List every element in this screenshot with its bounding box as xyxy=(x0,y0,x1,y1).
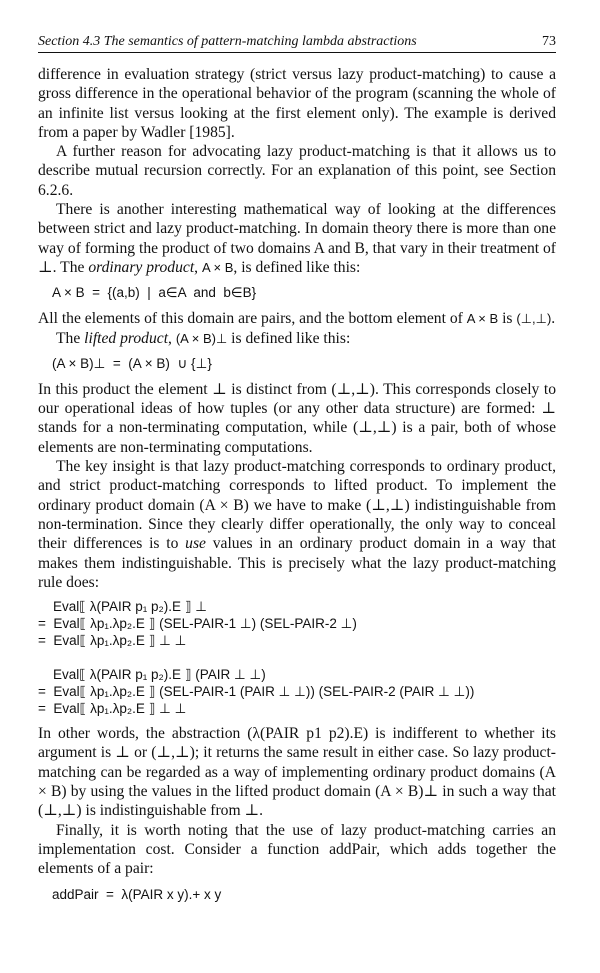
code-block-eval-pair xyxy=(38,666,556,717)
paragraph-9: Finally, it is worth noting that the use of lazy product-matching carries an implementation cost. Consider a function addPair, which adds together the elements of a pair: xyxy=(38,821,556,878)
code-line: = Eval⟦ λp₁.λp₂.E ⟧ ⊥ ⊥ xyxy=(38,633,187,649)
code-block-eval-bottom xyxy=(38,598,556,649)
code-line: = Eval⟦ λp₁.λp₂.E ⟧ (SEL-PAIR-1 ⊥) (SEL-PAIR-2 ⊥) xyxy=(38,616,357,632)
code-line: Eval⟦ λ(PAIR p₁ p₂).E ⟧ (PAIR ⊥ ⊥) xyxy=(38,667,266,683)
paragraph-1: difference in evaluation strategy (strict versus lazy product-matching) to cause a gross difference in the operational behavior of the program (scanning the whole of an infinite list versus looking at the first element only). The example is derived from a paper by Wadler [1985]. xyxy=(38,66,556,141)
paragraph-5: The lifted product, (A × B)⊥ is defined like this: xyxy=(56,329,351,347)
paragraph-6: In this product the element ⊥ is distinct from (⊥,⊥). This corresponds closely to our operational ideas of how tuples (or any other data structure) are formed: ⊥ stands for a non-terminating computation, while (⊥,⊥) is a pair, both of whose elements are non-terminating computations. xyxy=(38,380,556,456)
code-line: = Eval⟦ λp₁.λp₂.E ⟧ (SEL-PAIR-1 (PAIR ⊥ ⊥)) (SEL-PAIR-2 (PAIR ⊥ ⊥)) xyxy=(38,684,475,700)
code-line: Eval⟦ λ(PAIR p₁ p₂).E ⟧ ⊥ xyxy=(38,599,207,615)
code-line: = Eval⟦ λp₁.λp₂.E ⟧ ⊥ ⊥ xyxy=(38,701,187,717)
book-page xyxy=(38,30,556,911)
paragraph-3: There is another interesting mathematical way of looking at the differences between strict and lazy product-matching. In domain theory there is more than one way of forming the product of two domains A and B, that vary in their treatment of ⊥. The ordinary product, A × B, is defined like this: xyxy=(38,201,556,276)
equation-ordinary-product: A × B = {(a,b) | a∈A and b∈B} xyxy=(52,285,257,301)
paragraph-7: The key insight is that lazy product-matching corresponds to ordinary product, and strict product-matching corresponds to lifted product. To implement the ordinary product domain (A × B) we have to make (⊥,⊥) indistinguishable from non-termination. Since they clearly differ operationally, the only way to conceal their differences is to use values in an ordinary product domain in a way that makes them indistinguishable. This is precisely what the lazy product-matching rule does: xyxy=(38,458,556,591)
header-rule xyxy=(38,52,556,53)
paragraph-8: In other words, the abstraction (λ(PAIR p1 p2).E) is indifferent to whether its argument is ⊥ or (⊥,⊥); it returns the same result in either case. So lazy product-matching can be regarded as a way of implementing ordinary product domains (A × B) by using the values in the lifted product domain (A × B)⊥ in such a way that (⊥,⊥) is indistinguishable from ⊥. xyxy=(38,725,556,820)
page-number: 73 xyxy=(542,34,556,49)
paragraph-2: A further reason for advocating lazy product-matching is that it allows us to describe mutual recursion correctly. For an explanation of this point, see Section 6.2.6. xyxy=(38,143,556,199)
running-header xyxy=(38,30,556,50)
paragraph-4: All the elements of this domain are pairs, and the bottom element of A × B is (⊥,⊥). xyxy=(38,310,556,328)
equation-lifted-product: (A × B)⊥ = (A × B) ∪ {⊥} xyxy=(52,355,212,371)
section-title: Section 4.3 The semantics of pattern-matching lambda abstractions xyxy=(38,34,417,49)
equation-addpair: addPair = λ(PAIR x y).+ x y xyxy=(52,886,222,902)
